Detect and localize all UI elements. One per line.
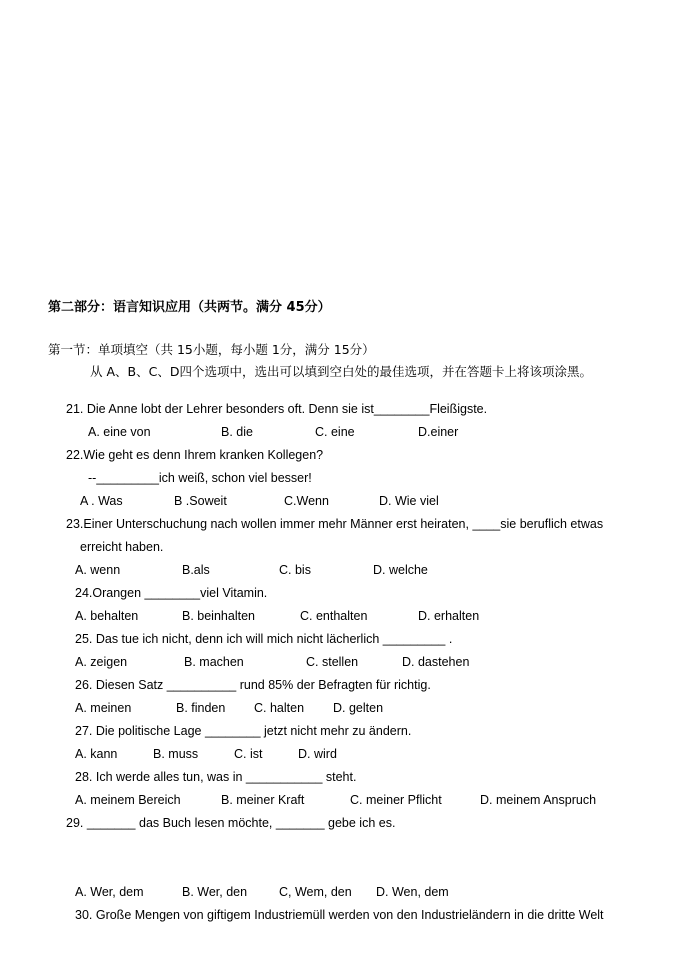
question-23-option-d: D. welche [373,563,428,577]
question-30-stem: 30. Große Mengen von giftigem Industriemüll werden von den Industrieländern in die dritte Welt [75,908,604,922]
question-26-option-b: B. finden [176,701,226,715]
question-27-option-b: B. muss [153,747,199,761]
question-21-option-a: A. eine von [88,425,151,439]
question-29-option-a: A. Wer, dem [75,885,144,899]
question-23-line2: erreicht haben. [80,540,164,554]
question-22-option-c: C.Wenn [284,494,329,508]
question-24-option-d: D. erhalten [418,609,480,623]
question-24-option-a: A. behalten [75,609,139,623]
question-22-option-d: D. Wie viel [379,494,439,508]
question-29-stem: 29. _______ das Buch lesen möchte, _______ gebe ich es. [66,816,396,830]
question-26-stem: 26. Diesen Satz __________ rund 85% der Befragten für richtig. [75,678,431,692]
question-22-option-a: A . Was [80,494,123,508]
question-29-option-d: D. Wen, dem [376,885,449,899]
question-22-line2: --_________ich weiß, schon viel besser! [88,471,312,485]
question-21-option-b: B. die [221,425,253,439]
part-title: 第二部分：语言知识应用（共两节。满分 45分） [48,300,331,315]
question-24-stem: 24.Orangen ________viel Vitamin. [75,586,268,600]
question-28-option-c: C. meiner Pflicht [350,793,442,807]
question-26-option-d: D. gelten [333,701,384,715]
question-29-option-b: B. Wer, den [182,885,248,899]
question-28-stem: 28. Ich werde alles tun, was in ___________ steht. [75,770,357,784]
question-27-option-c: C. ist [234,747,263,761]
question-25-option-b: B. machen [184,655,244,669]
question-23-option-a: A. wenn [75,563,121,577]
section-title: 第一节：单项填空（共 15小题，每小题 1分，满分 15分） [48,342,375,357]
section-instruction: 从 A、B、C、D四个选项中，选出可以填到空白处的最佳选项，并在答题卡上将该项涂黑。 [90,364,592,379]
question-25-option-d: D. dastehen [402,655,470,669]
question-22-stem: 22.Wie geht es denn Ihrem kranken Kollegen? [66,448,324,462]
question-26-option-a: A. meinen [75,701,132,715]
question-25-option-c: C. stellen [306,655,359,669]
question-26-option-c: C. halten [254,701,305,715]
question-23-option-b: B.als [182,563,210,577]
question-28-option-d: D. meinem Anspruch [480,793,597,807]
question-24-option-b: B. beinhalten [182,609,255,623]
question-28-option-a: A. meinem Bereich [75,793,181,807]
question-23-stem: 23.Einer Unterschuchung nach wollen immer mehr Männer erst heiraten, ____sie beruflich etwas [66,517,604,531]
question-21-option-c: C. eine [315,425,355,439]
question-24-option-c: C. enthalten [300,609,368,623]
question-22-option-b: B .Soweit [174,494,227,508]
question-21-stem: 21. Die Anne lobt der Lehrer besonders oft. Denn sie ist________Fleißigste. [66,402,488,416]
question-23-option-c: C. bis [279,563,311,577]
question-27-stem: 27. Die politische Lage ________ jetzt nicht mehr zu ändern. [75,724,412,738]
question-25-stem: 25. Das tue ich nicht, denn ich will mich nicht lächerlich _________ . [75,632,453,646]
question-29-option-c: C, Wem, den [279,885,352,899]
question-27-option-d: D. wird [298,747,337,761]
question-21-option-d: D.einer [418,425,459,439]
question-25-option-a: A. zeigen [75,655,128,669]
question-27-option-a: A. kann [75,747,118,761]
question-28-option-b: B. meiner Kraft [221,793,305,807]
